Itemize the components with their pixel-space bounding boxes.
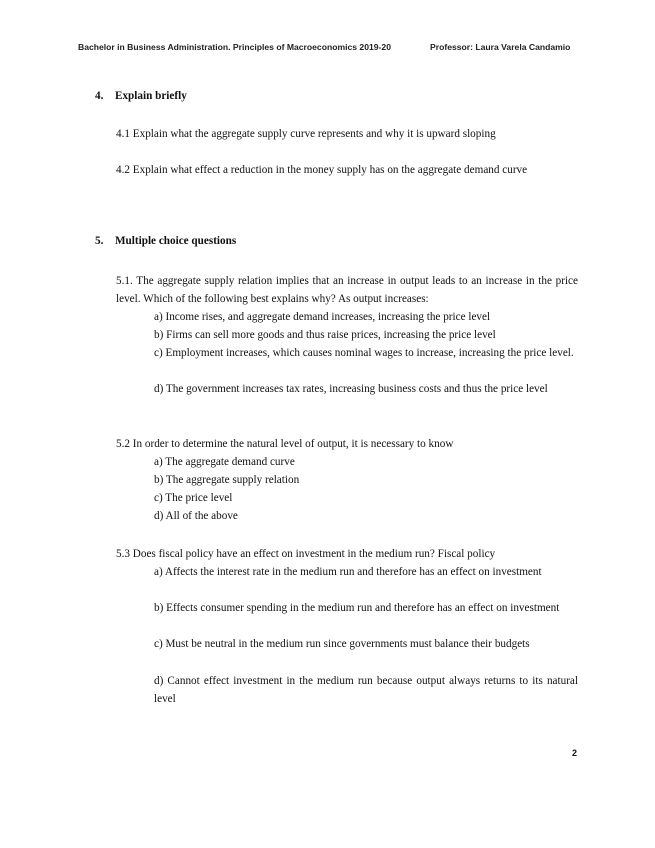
section-5-heading — [95, 235, 236, 247]
option-5-3-b: b) Effects consumer spending in the medium run and therefore has an effect on investment — [154, 602, 560, 614]
professor-name: Professor: Laura Varela Candamio — [430, 42, 571, 52]
section-4-number: 4. — [95, 90, 104, 102]
option-5-2-d: d) All of the above — [154, 510, 238, 522]
option-5-1-a: a) Income rises, and aggregate demand increases, increasing the price level — [154, 311, 491, 323]
option-5-1-d: d) The government increases tax rates, increasing business costs and thus the price level — [154, 383, 548, 395]
option-5-3-a: a) Affects the interest rate in the medium run and therefore has an effect on investment — [154, 566, 542, 578]
option-5-3-c: c) Must be neutral in the medium run since governments must balance their budgets — [154, 638, 530, 650]
section-5-number: 5. — [95, 235, 104, 247]
option-5-1-c: c) Employment increases, which causes nominal wages to increase, increasing the price level. — [154, 347, 574, 359]
page-header — [78, 42, 580, 52]
page-number: 2 — [572, 748, 578, 758]
option-5-3-d: d) Cannot effect investment in the medium run because output always returns to its natural level — [154, 675, 578, 705]
question-5-2: 5.2 In order to determine the natural level of output, it is necessary to know — [116, 438, 454, 450]
section-5-title: Multiple choice questions — [115, 235, 237, 247]
question-5-3: 5.3 Does fiscal policy have an effect on investment in the medium run? Fiscal policy — [116, 548, 496, 560]
question-4-2: 4.2 Explain what effect a reduction in the money supply has on the aggregate demand curve — [116, 164, 528, 176]
option-5-2-b: b) The aggregate supply relation — [154, 474, 300, 486]
question-4-1: 4.1 Explain what the aggregate supply curve represents and why it is upward sloping — [116, 128, 496, 140]
option-5-1-b: b) Firms can sell more goods and thus raise prices, increasing the price level — [154, 329, 496, 341]
question-5-1: 5.1. The aggregate supply relation implies that an increase in output leads to an increase in the price level. Which of the following best explains why? As output increases: — [116, 275, 578, 305]
section-4-heading — [95, 90, 187, 102]
option-5-2-a: a) The aggregate demand curve — [154, 456, 295, 468]
course-title: Bachelor in Business Administration. Principles of Macroeconomics 2019-20 — [78, 42, 391, 52]
option-5-2-c: c) The price level — [154, 492, 233, 504]
section-4-title: Explain briefly — [115, 90, 187, 102]
